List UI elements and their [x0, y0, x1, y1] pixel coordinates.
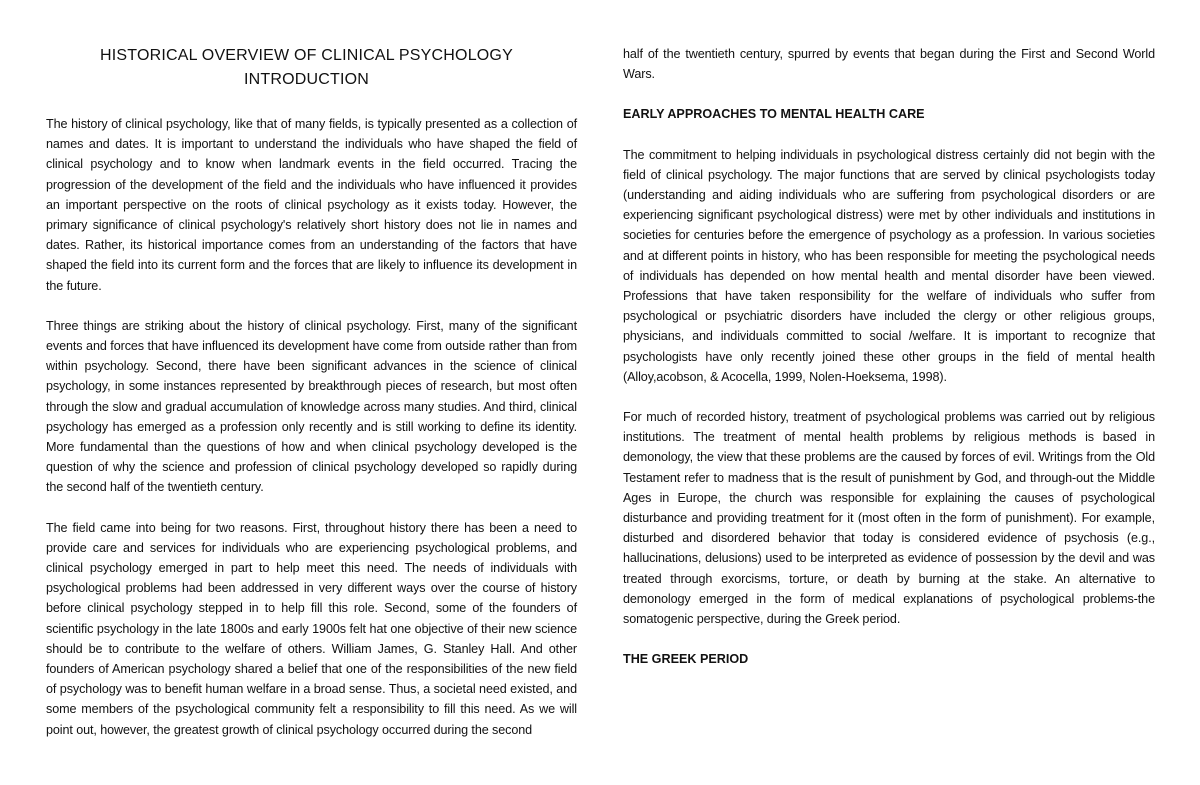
heading-greek-period: THE GREEK PERIOD: [623, 652, 749, 667]
paragraph-three-things: Three things are striking about the history of clinical psychology. First, many of the significant events and forces that have influenced its development have come from outside rather than from within psychology. Second, there have been significant advances in the science of clinical psychology, in some instances represented by breakthrough pieces of research, but most often through the slow and gradual accumulation of knowledge across many studies. And third, clinical psychology has emerged as a profession only recently and is still working to define its identity. More fundamental than the questions of how and when clinical psychology developed is the question of why the science and profession of clinical psychology developed so rapidly during the second half of the twentieth century.: [46, 318, 577, 495]
document-title: HISTORICAL OVERVIEW OF CLINICAL PSYCHOLOGY INTRODUCTION: [100, 47, 513, 88]
paragraph-two-reasons: The field came into being for two reasons. First, throughout history there has been a need to provide care and services for individuals who are experiencing psychological problems, and clinical psychology emerged in part to help meet this need. The needs of individuals with psychological problems had been addressed in very different ways over the course of history before clinical psychology stepped in to help fill this role. Second, some of the founders of scientific psychology in the late 1800s and early 1900s felt hat one objective of their new science should be to contribute to the welfare of others. William James, G. Stanley Hall. And other founders of American psychology shared a belief that one of the responsibilities of the new field of psychology was to benefit human welfare in a broad sense. Thus, a societal need existed, and some members of the psychological community felt a responsibility to fill this need. As we will point out, however, the greatest growth of clinical psychology occurred during the second: [46, 520, 577, 737]
heading-early-approaches: EARLY APPROACHES TO MENTAL HEALTH CARE: [623, 107, 925, 122]
right-column: [623, 44, 1155, 689]
paragraph-religious-treatment: For much of recorded history, treatment of psychological problems was carried out by religious institutions. The treatment of mental health problems by religious methods is based in demonology, the view that these problems are the caused by forces of evil. Writings from the Old Testament refer to madness that is the result of punishment by God, and through-out the Middle Ages in Europe, the church was responsible for explaining the causes of psychological disturbance and providing treatment for it (most often in the form of punishment). For example, disturbed and disordered behavior that today is considered evidence of psychosis (e.g., hallucinations, delusions) used to be interpreted as evidence of possession by the devil and was treated through exorcisms, torture, or death by burning at the stake. An alternative to demonology emerged in the form of medical explanations of psychological problems-the somatogenic perspective, during the Greek period.: [623, 410, 1155, 627]
paragraph-history-intro: The history of clinical psychology, like that of many fields, is typically presented as a collection of names and dates. It is important to understand the individuals who have shaped the field of clinical psychology and to know when landmark events in the field occurred. Tracing the progression of the development of the field and the individuals who have influenced it provides an important perspective on the roots of clinical psychology as it exists today. However, the primary significance of clinical psychology's relatively short history does not lie in names and dates. Rather, its historical importance comes from an understanding of the factors that have shaped the field into its current form and the forces that are likely to influence its development in the future.: [46, 117, 577, 293]
left-column: [46, 44, 577, 740]
paragraph-continuation: half of the twentieth century, spurred by events that began during the First and Second World Wars.: [623, 47, 1155, 82]
paragraph-commitment: The commitment to helping individuals in psychological distress certainly did not begin with the field of clinical psychology. The major functions that are served by clinical psychologists today (understanding and aiding individuals who are suffering from psychological disorders or are experiencing significant psychological distress) were met by other individuals and institutions in societies for centuries before the emergence of psychology as a profession. In various societies and at different points in history, who has been responsible for meeting the psychological needs of individuals has depended on how mental health and mental disorder have been viewed. Professions that have taken responsibility for the welfare of individuals who suffer from psychological or psychiatric disorders have included the clergy or other religious groups, physicians, and individuals committed to social /welfare. It is important to recognize that psychologists have only recently joined these other groups in the field of mental health (Alloy,acobson, & Acocella, 1999, Nolen-Hoeksema, 1998).: [623, 147, 1155, 384]
